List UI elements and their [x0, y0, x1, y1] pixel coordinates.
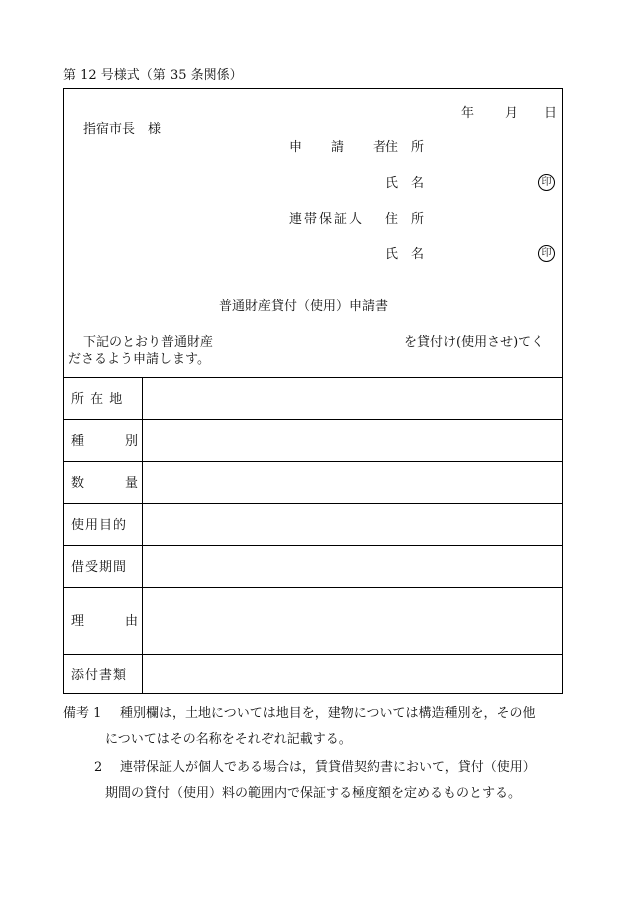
applicant-seal-icon: 印 — [538, 174, 555, 191]
body-line2: ださるよう申請します。 — [68, 352, 210, 367]
purpose-field[interactable] — [143, 504, 562, 545]
type-field[interactable] — [143, 420, 562, 461]
addressee: 指宿市長 様 — [83, 122, 162, 137]
row-label-period: 借受期間 — [71, 560, 128, 575]
applicant-label: 申 請 者 — [289, 140, 395, 155]
note1-line2: についてはその名称をそれぞれ記載する。 — [105, 732, 352, 747]
guarantor-name-label: 氏 名 — [385, 247, 425, 262]
body-line1-left: 下記のとおり普通財産 — [83, 335, 214, 350]
guarantor-seal-icon: 印 — [538, 245, 555, 262]
note2-line1: 連帯保証人が個人である場合は，賃貸借契約書において，貸付（使用） — [120, 760, 536, 775]
form-title: 普通財産貸付（使用）申請書 — [219, 299, 389, 314]
attachments-field[interactable] — [143, 655, 562, 694]
row-label-attachments: 添付書類 — [71, 668, 128, 683]
quantity-field[interactable] — [143, 462, 562, 503]
row-label-location: 所 在 地 — [71, 392, 124, 407]
table-row — [64, 377, 142, 419]
table-row — [64, 503, 142, 545]
application-form — [63, 88, 563, 694]
table-row — [64, 545, 142, 587]
note2-number: 2 — [94, 760, 103, 775]
date-month: 月 — [505, 106, 519, 121]
row-label-reason: 理 由 — [71, 614, 144, 629]
note2-line2: 期間の貸付（使用）料の範囲内で保証する極度額を定めるものとする。 — [105, 786, 522, 801]
row-label-purpose: 使用目的 — [71, 518, 128, 533]
notes-heading: 備考 1 — [63, 706, 102, 721]
reason-field[interactable] — [143, 588, 562, 654]
date-day: 日 — [544, 106, 558, 121]
location-field[interactable] — [143, 378, 562, 419]
guarantor-label: 連帯保証人 — [289, 212, 365, 227]
table-row — [64, 654, 142, 695]
row-label-type: 種 別 — [71, 434, 144, 449]
applicant-address-label: 住 所 — [385, 140, 425, 155]
form-number: 第 12 号様式（第 35 条関係） — [63, 68, 243, 83]
guarantor-address-label: 住 所 — [385, 212, 425, 227]
body-line1-right: を貸付け(使用させ)てく — [404, 335, 545, 350]
table-row — [64, 419, 142, 461]
table-row — [64, 587, 142, 654]
table-row — [64, 461, 142, 503]
row-label-quantity: 数 量 — [71, 476, 144, 491]
applicant-name-label: 氏 名 — [385, 176, 425, 191]
date-year: 年 — [461, 106, 475, 121]
period-field[interactable] — [143, 546, 562, 587]
note1-line1: 種別欄は，土地については地目を，建物については構造種別を，その他 — [120, 706, 536, 721]
